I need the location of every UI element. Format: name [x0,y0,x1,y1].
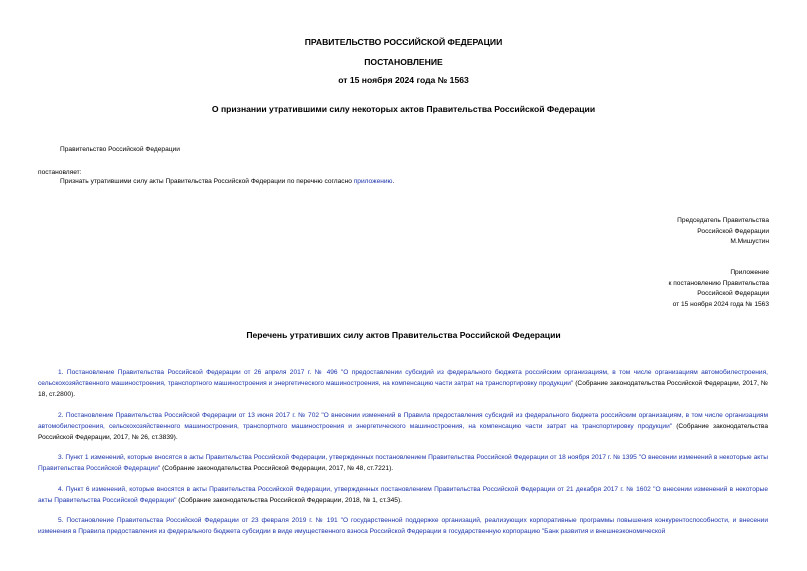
list-item [38,367,768,400]
appendix-line-4: от 15 ноября 2024 года № 1563 [672,300,769,308]
decision-text-before: Признать утратившими силу акты Правительства Российской Федерации по перечню согласно [60,178,354,185]
decision-text [60,177,394,186]
list-item-number: 3. [58,454,64,461]
list-item-link[interactable]: Постановление Правительства Российской Федерации от 23 февраля 2019 г. № 191 "О государственной поддержке организаций, реализующих корпоративные программы повышения конкурентоспособности, и внесении изменения в Правила предоставления из федерального бюджета субсидии в виде имущественного взноса Российской Федерации в государственную корпорацию "Банк развития и внешнеэкономической [38,517,768,535]
list-item-link[interactable]: Постановление Правительства Российской Федерации от 13 июня 2017 г. № 702 "О внесении изменений в Правила предоставления субсидий из федерального бюджета российским организациям, в том числе организациям автомобилестроения, сельскохозяйственного машиностроения, транспортного машиностроения и энергетического машиностроения, на компенсацию части затрат на транспортировку продукции" [38,412,769,430]
signature-block [677,216,769,248]
subject-line: Правительство Российской Федерации [60,146,180,153]
government-name: ПРАВИТЕЛЬСТВО РОССИЙСКОЙ ФЕДЕРАЦИИ [304,37,503,47]
list-item-source: (Собрание законодательства Российской Федерации, 2017, № 18, ст.2800). [38,380,768,398]
list-item [38,515,768,537]
list-item-number: 5. [58,517,64,524]
document-type: ПОСТАНОВЛЕНИЕ [364,57,443,67]
appendix-line-1: Приложение [730,269,769,276]
list-item-source: (Собрание законодательства Российской Федерации, 2018, № 1, ст.345). [176,497,402,504]
list-item [38,484,768,506]
list-item-number: 1. [58,369,64,376]
list-item-link[interactable]: Постановление Правительства Российской Федерации от 26 апреля 2017 г. № 496 "О предоставлении субсидий из федерального бюджета российским организациям, в том числе организациям автомобилестроения, сельскохозяйственного машиностроения, транспортного машиностроения и энергетического машиностроения, на компенсацию части затрат на транспортировку продукции" [38,369,768,387]
list-item-source: (Собрание законодательства Российской Федерации, 2017, № 48, ст.7221). [160,465,394,472]
signature-line-2: Российской Федерации [697,227,769,235]
decision-text-after: . [392,178,395,185]
list-item-link[interactable]: Пункт 1 изменений, которые вносятся в акты Правительства Российской Федерации, утвержденных постановлением Правительства Российской Федерации от 18 ноября 2017 г. № 1395 "О внесении изменений в некоторые акты Правительства Российской Федерации" [38,454,768,472]
list-item [38,452,768,474]
appendix-block [669,268,770,310]
list-item-source: (Собрание законодательства Российской Федерации, 2017, № 26, ст.3839). [38,423,768,441]
document-title: О признании утратившими силу некоторых актов Правительства Российской Федерации [211,104,596,114]
list-item [38,410,768,443]
list-item-link[interactable]: Пункт 6 изменений, которые вносятся в акты Правительства Российской Федерации, утвержденных постановлением Правительства Российской Федерации от 21 декабря 2017 г. № 1602 "О внесении изменений в некоторые акты Правительства Российской Федерации" [38,486,768,504]
document-date-number: от 15 ноября 2024 года № 1563 [338,75,469,85]
appendix-link[interactable]: приложению [353,178,393,185]
list-item-number: 4. [58,486,64,493]
list-item-number: 2. [58,412,64,419]
decides-line: постановляет: [38,169,82,176]
appendix-line-3: Российской Федерации [697,290,769,297]
signature-line-1: Председатель Правительства [677,217,769,224]
list-title: Перечень утративших силу актов Правительства Российской Федерации [246,330,561,340]
signature-line-3: М.Мишустин [730,238,769,245]
appendix-line-2: к постановлению Правительства [668,279,769,287]
